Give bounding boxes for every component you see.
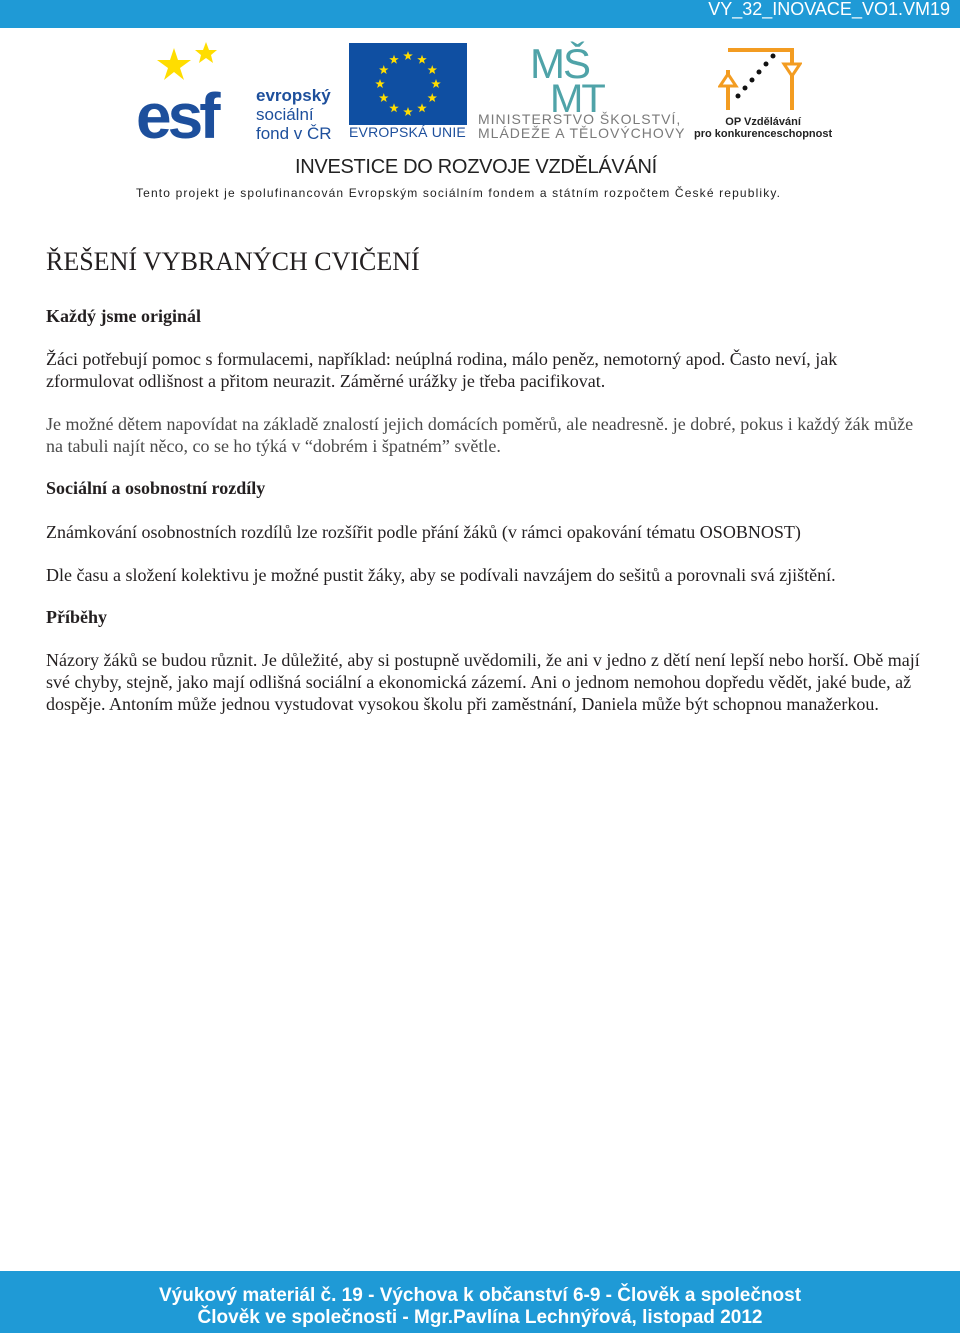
op-line2: pro konkurenceschopnost <box>694 128 833 140</box>
document-code: VY_32_INOVACE_VO1.VM19 <box>708 0 950 19</box>
msmt-line2: MLÁDEŽE A TĚLOVÝCHOVY <box>478 125 686 141</box>
msmt-logo <box>530 40 635 115</box>
svg-text:MT: MT <box>550 77 604 115</box>
page-title: ŘEŠENÍ VYBRANÝCH CVIČENÍ <box>46 247 420 276</box>
footer-bar <box>0 1271 960 1333</box>
esf-line2: sociální <box>256 105 314 124</box>
paragraph: Názory žáků se budou různit. Je důležité, aby si postupně uvědomili, že ani v jedno z dětí není lepší nebo horší. Obě mají své chyby, stejně, jako mají odlišná sociální a ekonomická zázemí. Ani o jednom nemohou dopředu vědět, jaké bude, až dospěje. Antoním může jednou vystudovat vysokou školu při zaměstnání, Daniela může být schopnou manažerkou. <box>46 650 920 714</box>
eu-flag <box>349 43 467 125</box>
op-wordmark <box>694 116 832 140</box>
msmt-line1: MINISTERSTVO ŠKOLSTVÍ, <box>478 111 682 127</box>
project-funding-note: Tento projekt je spolufinancován Evropským sociálním fondem a státním rozpočtem České republiky. <box>136 186 782 200</box>
paragraph: Žáci potřebují pomoc s formulacemi, například: neúplná rodina, málo peněz, nemotorný apod. Často neví, jak zformulovat odlišnost a přitom neurazit. Záměrné urážky je třeba pacifikovat. <box>46 349 838 391</box>
svg-text:MŠ: MŠ <box>530 40 589 87</box>
investice-heading: INVESTICE DO ROZVOJE VZDĚLÁVÁNÍ <box>295 156 657 178</box>
op-line1: OP Vzdělávání <box>725 116 801 128</box>
paragraph: Dle času a složení kolektivu je možné pustit žáky, aby se podívali navzájem do sešitů a porovnali svá zjištění. <box>46 565 836 585</box>
top-bar <box>0 0 960 28</box>
section-heading-originality: Každý jsme originál <box>46 306 201 326</box>
paragraph: Je možné dětem napovídat na základě znalostí jejich domácích poměrů, ale neadresně. je dobré, pokus i každý žák může na tabuli najít něco, co se ho týká v “dobrém i špatném” světle. <box>46 414 914 456</box>
svg-text:esf: esf <box>136 80 217 140</box>
section-heading-differences: Sociální a osobnostní rozdíly <box>46 478 266 498</box>
esf-wordmark <box>256 86 332 143</box>
esf-logo <box>136 40 246 140</box>
eu-label: EVROPSKÁ UNIE <box>349 124 466 140</box>
footer-line1: Výukový materiál č. 19 - Výchova k občanství 6-9 - Člověk a společnost <box>158 1285 802 1306</box>
paragraph: Známkování osobnostních rozdílů lze rozšířit podle přání žáků (v rámci opakování tématu OSOBNOST) <box>46 522 801 542</box>
op-logo <box>718 40 802 126</box>
msmt-wordmark <box>478 112 685 140</box>
footer-line2: Člověk ve společnosti - Mgr.Pavlína Lechnýřová, listopad 2012 <box>197 1307 763 1328</box>
esf-line3: fond v ČR <box>256 124 332 143</box>
section-heading-stories: Příběhy <box>46 607 107 627</box>
logo-strip <box>0 40 960 210</box>
esf-line1: evropský <box>256 86 331 105</box>
